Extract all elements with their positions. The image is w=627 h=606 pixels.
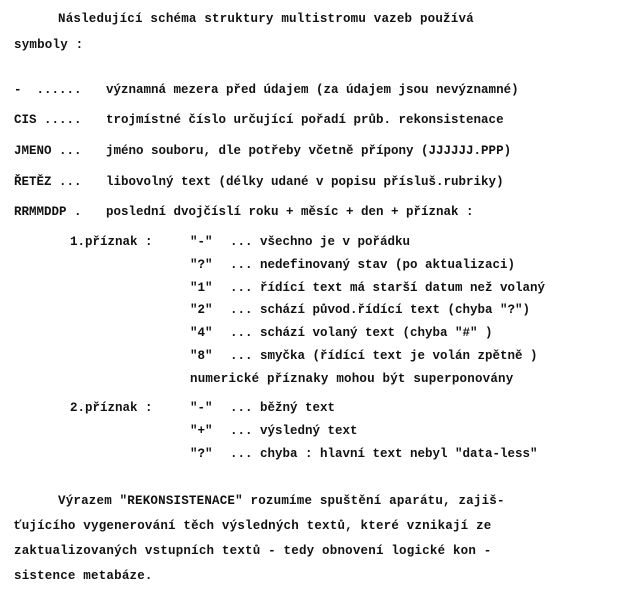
flag1-text: ... nedefinovaný stav (po aktualizaci) bbox=[230, 258, 516, 272]
closing-line-2: ťujícího vygenerování těch výsledných textů, které vznikají ze bbox=[14, 519, 492, 533]
flag1-text: ... schází původ.řídící text (chyba "?") bbox=[230, 303, 531, 317]
flag1-text: ... všechno je v pořádku bbox=[230, 235, 411, 249]
symbol-dash: - ...... bbox=[14, 83, 82, 97]
flag1-text: ... smyčka (řídící text je volán zpětně ) bbox=[230, 349, 538, 363]
symbol-rrmmddp: RRMMDDP . bbox=[14, 205, 82, 219]
symbol-jmeno-definition: jméno souboru, dle potřeby včetně přípony (JJJJJJ.PPP) bbox=[106, 144, 512, 158]
symbol-retez-definition: libovolný text (délky udané v popisu přísluš.rubriky) bbox=[106, 175, 504, 189]
closing-line-4: sistence metabáze. bbox=[14, 569, 153, 583]
flag1-code: "?" bbox=[190, 258, 213, 272]
flag1-code: "8" bbox=[190, 349, 213, 363]
flag1-code: "-" bbox=[190, 235, 213, 249]
symbol-cis-definition: trojmístné číslo určující pořadí průb. rekonsistenace bbox=[106, 113, 504, 127]
symbol-cis: CIS ..... bbox=[14, 113, 82, 127]
symbol-dash-definition: významná mezera před údajem (za údajem jsou nevýznamné) bbox=[106, 83, 519, 97]
flag1-text: ... řídící text má starší datum než volaný bbox=[230, 281, 546, 295]
closing-line-1: Výrazem "REKONSISTENACE" rozumíme spuštění aparátu, zajiš- bbox=[58, 494, 505, 508]
intro-line-1: Následující schéma struktury multistromu vazeb používá bbox=[58, 12, 474, 26]
flag1-note: numerické příznaky mohou být superponovány bbox=[190, 372, 514, 386]
flag2-text: ... chyba : hlavní text nebyl "data-less" bbox=[230, 447, 538, 461]
flag1-code: "2" bbox=[190, 303, 213, 317]
intro-line-2: symboly : bbox=[14, 38, 84, 52]
flag1-code: "1" bbox=[190, 281, 213, 295]
flag2-text: ... běžný text bbox=[230, 401, 336, 415]
symbol-jmeno: JMENO ... bbox=[14, 144, 82, 158]
flag1-text: ... schází volaný text (chyba "#" ) bbox=[230, 326, 493, 340]
flag1-label: 1.příznak : bbox=[70, 235, 153, 249]
symbol-retez: ŘETĚZ ... bbox=[14, 175, 82, 189]
symbol-rrmmddp-definition: poslední dvojčíslí roku + měsíc + den + příznak : bbox=[106, 205, 474, 219]
flag2-code: "-" bbox=[190, 401, 213, 415]
flag2-code: "+" bbox=[190, 424, 213, 438]
flag2-text: ... výsledný text bbox=[230, 424, 358, 438]
flag2-code: "?" bbox=[190, 447, 213, 461]
closing-line-3: zaktualizovaných vstupních textů - tedy obnovení logické kon - bbox=[14, 544, 492, 558]
flag1-code: "4" bbox=[190, 326, 213, 340]
flag2-label: 2.příznak : bbox=[70, 401, 153, 415]
